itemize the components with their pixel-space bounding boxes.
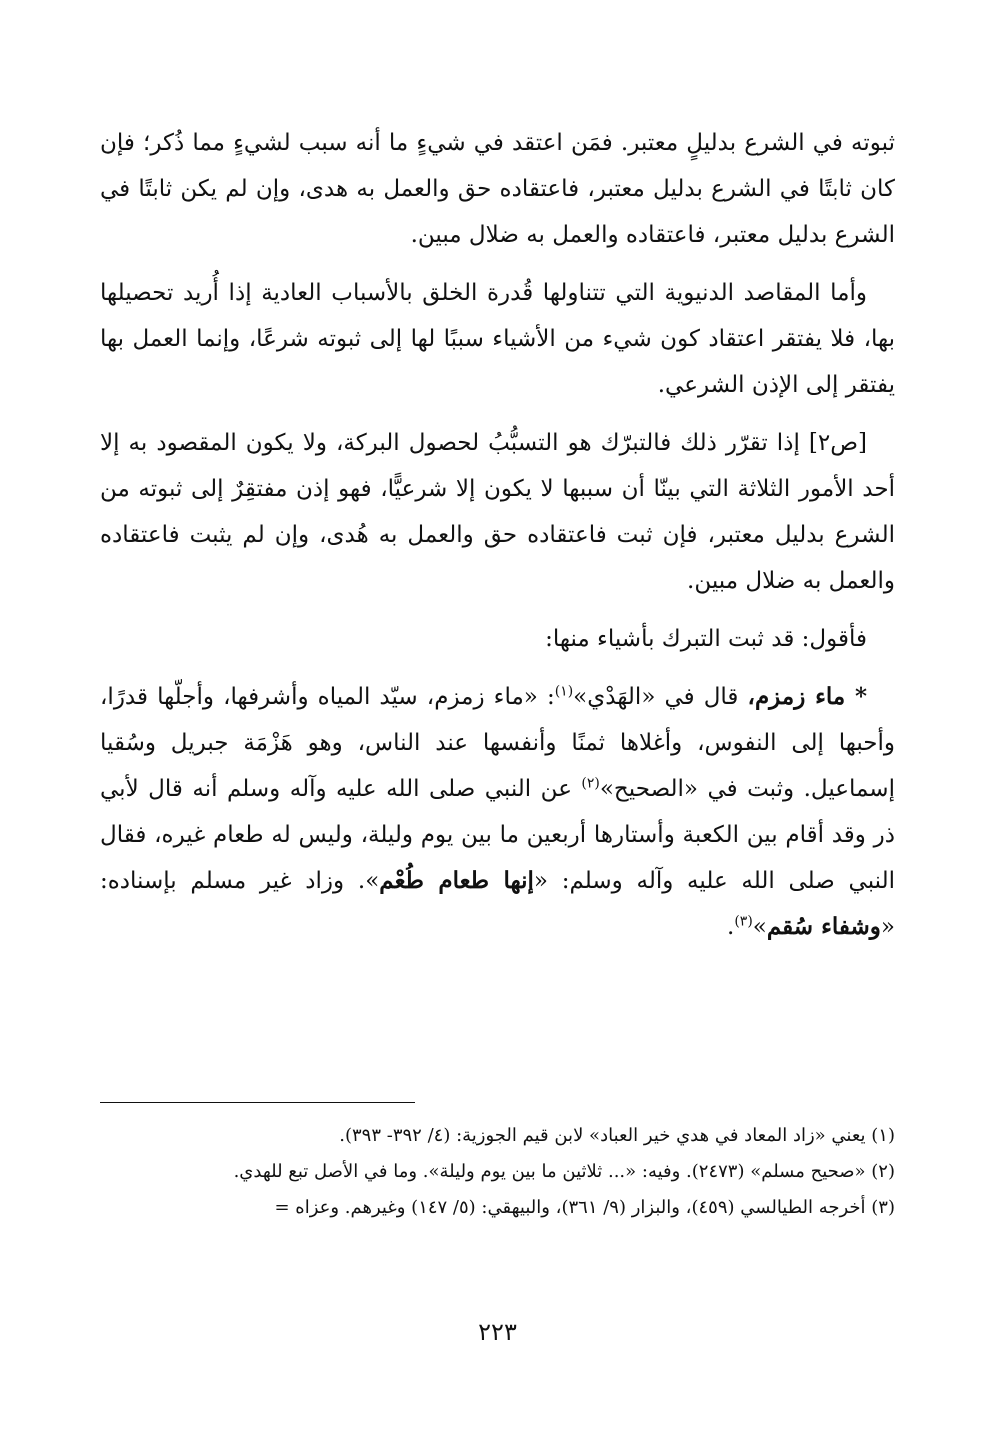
text-segment: ». وزاد غير مسلم بإسناده: « — [100, 868, 895, 940]
footnotes — [100, 1118, 895, 1226]
text-segment: : «ماء زمزم، سيّد المياه وأشرفها، وأجلّها قدرًا، وأحبها إلى النفوس، وأغلاها ثمنًا وأنفسها عند الناس، وهو هَزْمَة جبريل وسُقيا إسماعيل. وثبت في «الصحيح» — [100, 684, 895, 802]
footnote-ref-1: (١) — [554, 683, 574, 700]
hadith-quote-1: إنها طعام طُعْم — [379, 867, 534, 894]
page-number: ٢٢٣ — [478, 1318, 517, 1346]
footnote-ref-2: (٢) — [581, 775, 600, 792]
zamzam-heading: * ماء زمزم، — [747, 683, 868, 710]
paragraph-5 — [100, 674, 895, 950]
text-segment: عن النبي صلى الله عليه وآله وسلم أنه قال لأبي ذر وقد أقام بين الكعبة وأستارها أربعين ما بين يوم وليلة، وليس له طعام غيره، فقال النبي صلى الله عليه وآله وسلم: « — [100, 776, 895, 894]
paragraph-4: فأقول: قد ثبت التبرك بأشياء منها: — [545, 626, 867, 652]
text-segment: قال في «الهَدْي» — [573, 684, 748, 710]
footnote-2: (٢) «صحيح مسلم» (٢٤٧٣). وفيه: «... ثلاثين ما بين يوم وليلة». وما في الأصل تبع للهدي. — [233, 1161, 895, 1182]
footnote-3: (٣) أخرجه الطيالسي (٤٥٩)، والبزار (٩/ ٣٦١)، والبيهقي: (٥/ ١٤٧) وغيرهم. وعزاه = — [274, 1197, 895, 1218]
hadith-quote-2: وشفاء سُقم — [766, 913, 881, 940]
paragraph-3: [ص٢] إذا تقرّر ذلك فالتبرّك هو التسبُّبُ لحصول البركة، ولا يكون المقصود به إلا أحد الأمور الثلاثة التي بينّا أن سببها لا يكون إلا شرعيًّا، فهو إذن مفتقِرٌ إلى ثبوته من الشرع بدليل معتبر، فإن ثبت فاعتقاده حق والعمل به هُدى، وإن لم يثبت فاعتقاده والعمل به ضلال مبين. — [100, 430, 895, 594]
paragraph-1: ثبوته في الشرع بدليلٍ معتبر. فمَن اعتقد في شيءٍ ما أنه سبب لشيءٍ مما ذُكر؛ فإن كان ثابتًا في الشرع بدليل معتبر، فاعتقاده حق والعمل به هدى، وإن لم يكن ثابتًا في الشرع بدليل معتبر، فاعتقاده والعمل به ضلال مبين. — [100, 130, 895, 248]
footnote-1: (١) يعني «زاد المعاد في هدي خير العباد» لابن قيم الجوزية: (٤/ ٣٩٢- ٣٩٣). — [339, 1125, 895, 1146]
text-segment: . — [727, 914, 735, 940]
main-text — [100, 120, 895, 962]
text-segment: » — [752, 914, 767, 940]
footnote-ref-3: (٣) — [734, 913, 753, 930]
paragraph-2: وأما المقاصد الدنيوية التي تتناولها قُدرة الخلق بالأسباب العادية إذا أُريد تحصيلها بها، فلا يفتقر اعتقاد كون شيء من الأشياء سببًا لها إلى ثبوته شرعًا، وإنما العمل بها يفتقر إلى الإذن الشرعي. — [100, 280, 895, 398]
footnote-divider — [100, 1102, 415, 1103]
